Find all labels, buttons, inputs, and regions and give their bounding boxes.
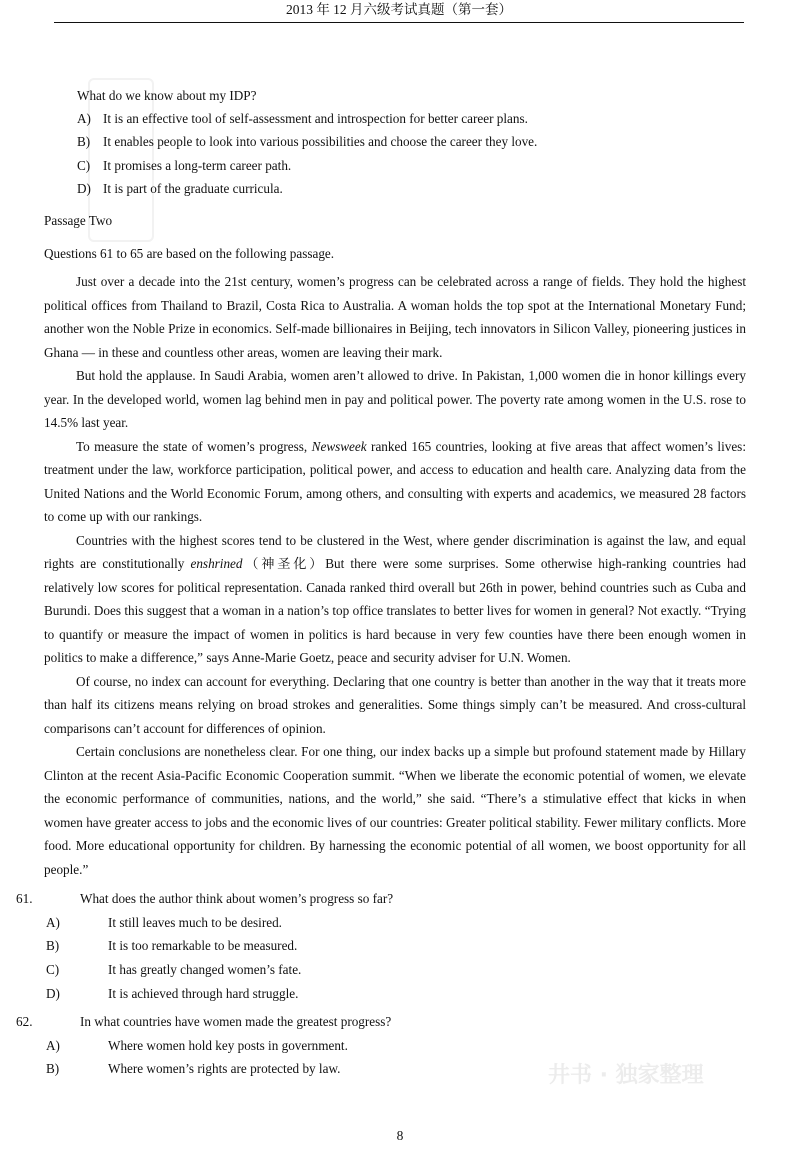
- option-letter: A): [46, 915, 60, 930]
- prev-option-c-letter: C): [77, 158, 91, 173]
- question-number: 62.: [16, 1014, 33, 1029]
- passage-paragraph: Just over a decade into the 21st century, women’s progress can be celebrated across a range of fields. They hold the highest political offices from Thailand to Brazil, Costa Rica to Australia. A woman holds the top spot at the International Monetary Fund; another won the Noble Prize in economics. Self-made billionaires in Beijing, tech innovators in Silicon Valley, pioneering justices in Ghana — in these and countless other areas, women are leaving their mark.: [44, 274, 746, 360]
- passage-title: Passage Two: [44, 213, 113, 228]
- passage-paragraph: [44, 529, 746, 670]
- option-text: It still leaves much to be desired.: [108, 915, 282, 930]
- paragraph-text: But there were some surprises. Some otherwise high-ranking countries had relatively low scores for political representation. Canada ranked third overall but 26th in power, behind countries such as Cuba and Burundi. Does this suggest that a woman in a nation’s top office translates to better lives for women in general? Not exactly. “Trying to quantify or measure the impact of women in politics is hard because in very few counties have there been enough women in politics to make a difference,” says Anne-Marie Goetz, peace and security adviser for U.N. Women.: [44, 556, 746, 665]
- prev-option-c-text: It promises a long-term career path.: [103, 158, 292, 173]
- passage-body: [44, 270, 746, 881]
- prev-option-b-text: It enables people to look into various possibilities and choose the career they love.: [103, 134, 538, 149]
- prev-option-d-letter: D): [77, 181, 91, 196]
- question-stem: What does the author think about women’s progress so far?: [80, 891, 394, 906]
- option-letter: B): [46, 1061, 60, 1076]
- newsweek-title: Newsweek: [311, 438, 367, 454]
- watermark-text: 井书 · 独家整理: [548, 1063, 704, 1088]
- paragraph-text: To measure the state of women’s progress,: [76, 438, 312, 454]
- exam-title: 2013 年 12 月六级考试真题（第一套）: [285, 2, 513, 17]
- paragraph-text: ranked 165 countries, looking at five areas that affect women’s lives: treatment under the law, workforce participation, political power, and access to education and health care. Analyzing data from the United Nations and the World Economic Forum, among others, and consulting with experts and academics, we measured 28 factors to come up with our rankings.: [44, 438, 746, 524]
- passage-paragraph: Of course, no index can account for everything. Declaring that one country is better than another in the way that it treats more than half its citizens means relying on broad strokes and generalities. Some things simply can’t be measured. And cross-cultural comparisons can’t account for differences of opinion.: [44, 673, 746, 736]
- question-stem: In what countries have women made the greatest progress?: [80, 1014, 392, 1029]
- option-text: It is too remarkable to be measured.: [108, 938, 298, 953]
- option-text: Where women hold key posts in government.: [108, 1038, 348, 1053]
- option-letter: D): [46, 986, 60, 1001]
- option-letter: C): [46, 962, 60, 977]
- vocab-word: enshrined: [190, 556, 243, 571]
- passage-paragraph: [44, 435, 746, 529]
- passage-intro: Questions 61 to 65 are based on the following passage.: [44, 246, 335, 261]
- prev-option-a-text: It is an effective tool of self-assessment and introspection for better career plans.: [103, 111, 528, 126]
- option-text: It has greatly changed women’s fate.: [108, 962, 302, 977]
- passage-paragraph: But hold the applause. In Saudi Arabia, women aren’t allowed to drive. In Pakistan, 1,000 women die in honor killings every year. In the developed world, women lag behind men in pay and political power. The poverty rate among women in the U.S. rose to 14.5% last year.: [44, 368, 746, 430]
- prev-option-a-letter: A): [77, 111, 91, 126]
- paragraph-text: Countries with the highest scores tend to be clustered in the West, where gender discrimination is against the law, and equal rights are constitutionally: [44, 532, 746, 571]
- option-text: Where women’s rights are protected by law.: [108, 1061, 341, 1076]
- question-number: 61.: [16, 891, 33, 906]
- vocab-gloss: （神圣化）: [242, 556, 326, 571]
- option-letter: A): [46, 1038, 60, 1053]
- prev-question-stem: What do we know about my IDP?: [77, 88, 257, 103]
- passage-paragraph: Certain conclusions are nonetheless clear. For one thing, our index backs up a simple but profound statement made by Hillary Clinton at the recent Asia-Pacific Economic Cooperation summit. “When we liberate the economic potential of women, we elevate the economic performance of communities, nations, and the world,” she said. “There’s a stimulative effect that kicks in when women have greater access to jobs and the economic lives of our countries: Greater political stability. Fewer military conflicts. More food. More educational opportunity for children. By harnessing the economic potential of all women, we boost opportunity for all people.”: [44, 744, 746, 877]
- option-text: It is achieved through hard struggle.: [108, 986, 299, 1001]
- prev-option-d-text: It is part of the graduate curricula.: [103, 181, 283, 196]
- prev-option-b-letter: B): [77, 134, 91, 149]
- option-letter: B): [46, 938, 60, 953]
- page-number: 8: [396, 1128, 404, 1143]
